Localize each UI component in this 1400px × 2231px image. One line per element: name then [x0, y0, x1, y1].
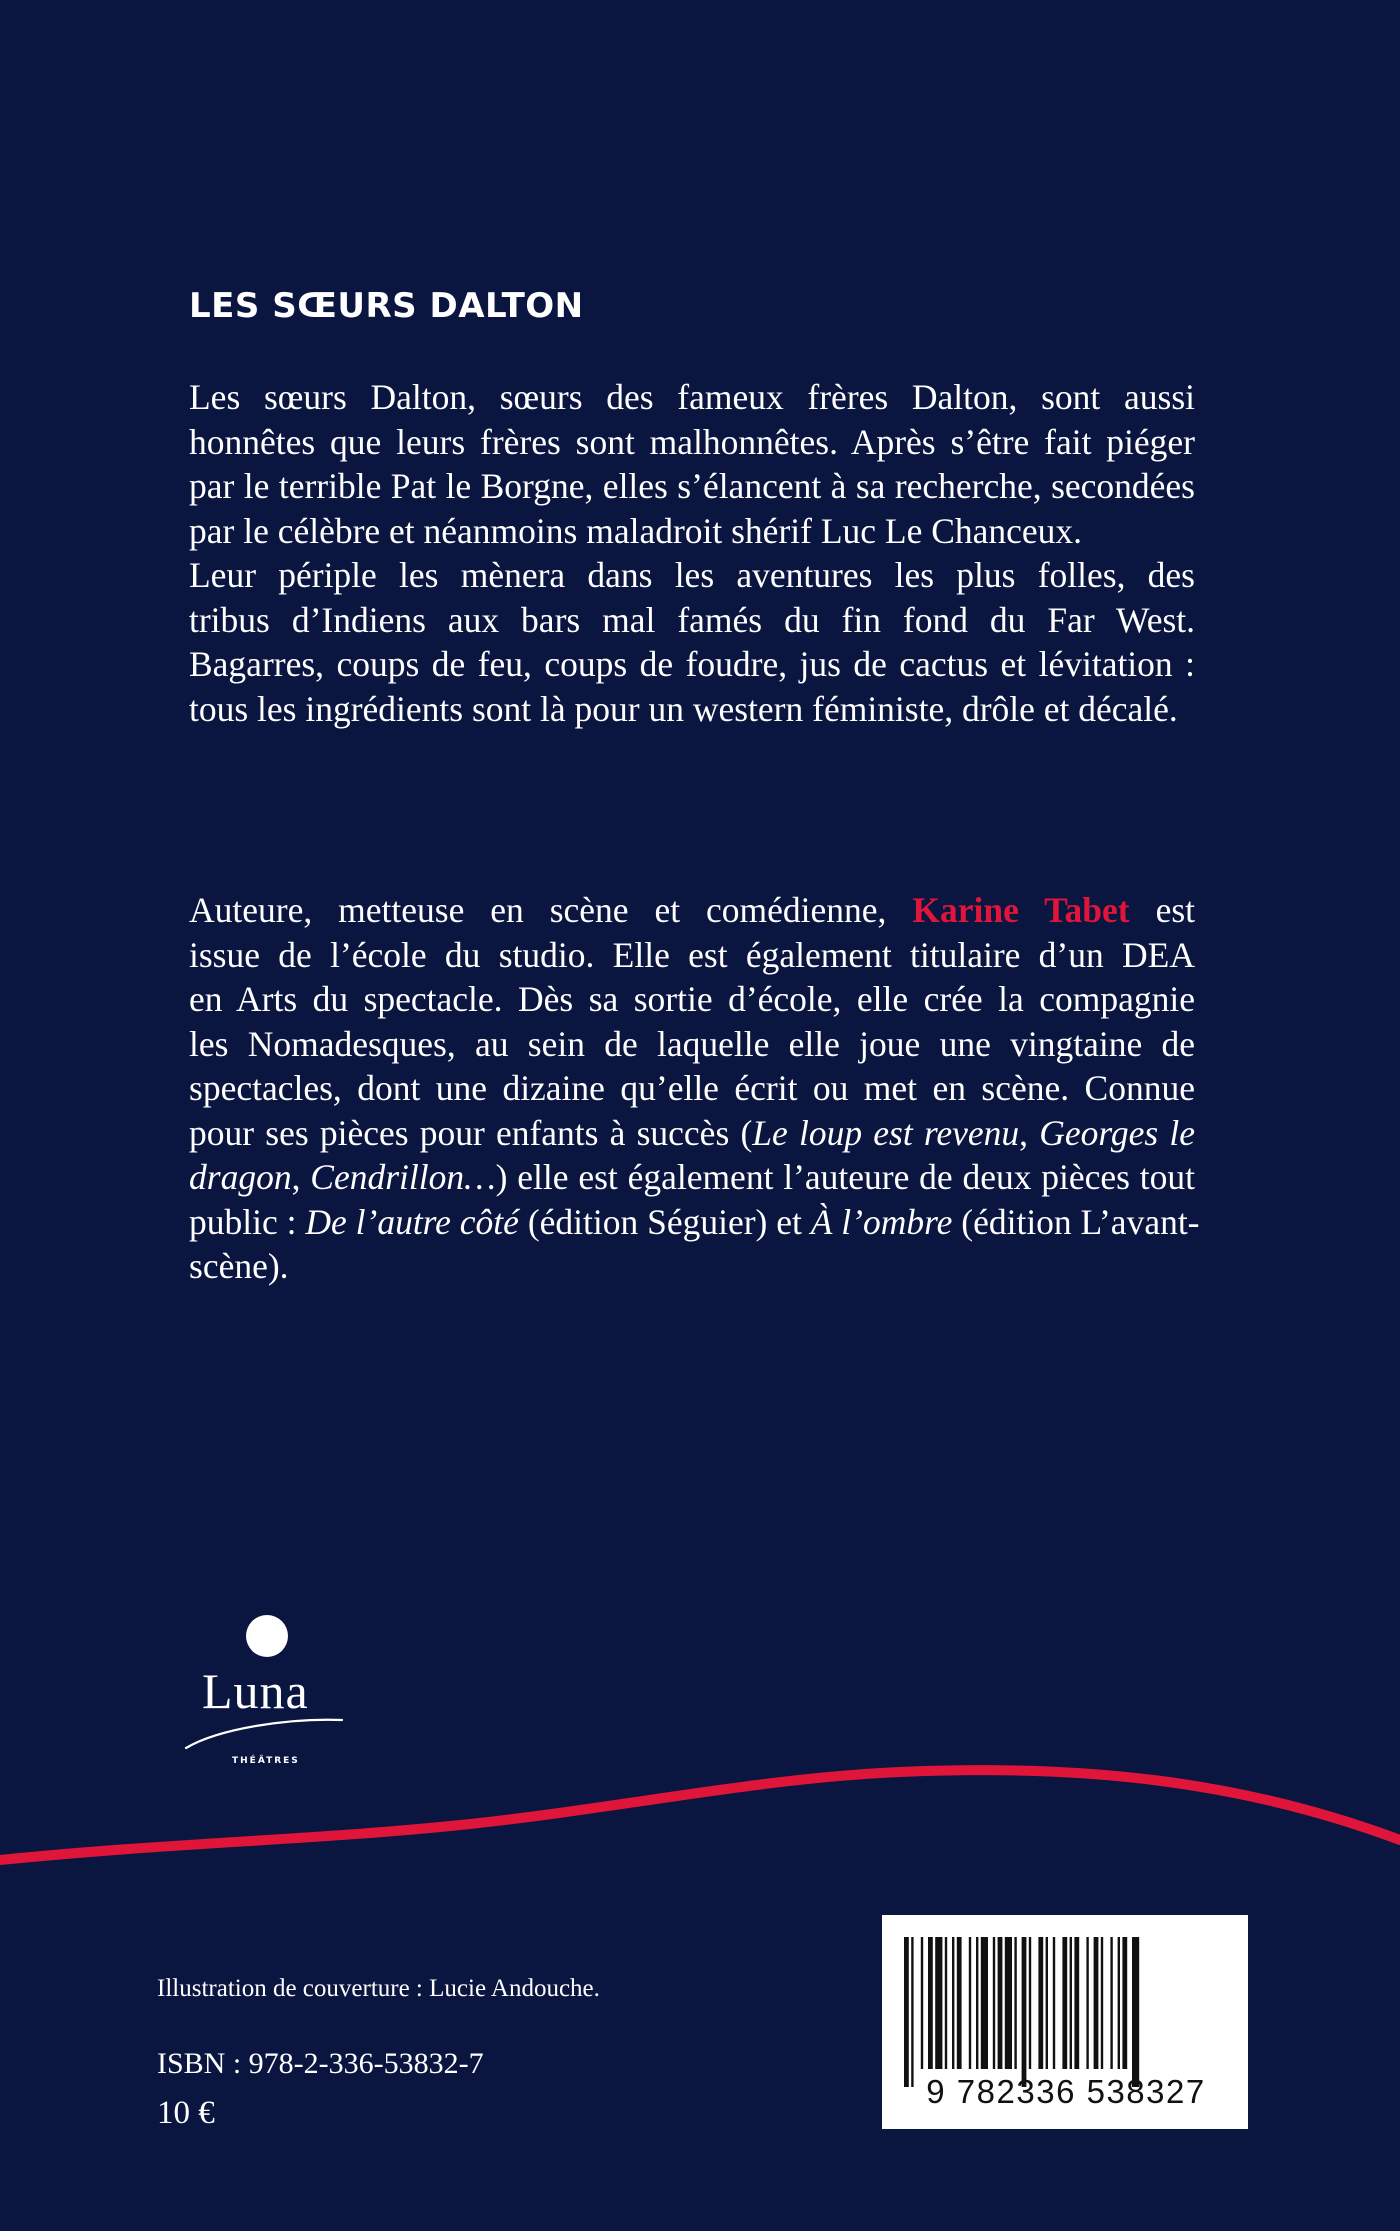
- barcode-bar: [952, 1937, 954, 2069]
- bio-line: spectacles, dont une dizaine qu’elle écrit ou met en scène. Connue: [189, 1068, 1195, 1108]
- bio-line: [189, 888, 1195, 933]
- bio-line: issue de l’école du studio. Elle est également titulaire d’un DEA: [189, 934, 1195, 975]
- barcode-bar: [1122, 1937, 1127, 2069]
- barcode-bar: [1053, 1937, 1055, 2069]
- bio-text: (édition Séguier) et: [527, 1201, 802, 1242]
- work-title: À l’ombre: [810, 1201, 953, 1242]
- synopsis-line: tous les ingrédients sont là pour un western féministe, drôle et décalé.: [189, 688, 1178, 729]
- barcode-bar: [957, 1937, 962, 2069]
- bio-text: est: [1155, 890, 1195, 930]
- barcode-bar: [969, 1937, 971, 2069]
- synopsis-line: honnêtes que leurs frères sont malhonnêtes. Après s’être fait piéger: [189, 421, 1195, 462]
- synopsis-line: Leur périple les mènera dans les aventures les plus folles, des: [189, 555, 1195, 595]
- barcode-bar: [1086, 1937, 1088, 2069]
- bio-text: ,: [291, 1157, 301, 1197]
- barcode-bar: [1029, 1937, 1031, 2069]
- book-title: LES SŒURS DALTON: [189, 286, 584, 326]
- barcode-bar: [921, 1937, 923, 2069]
- work-title: De l’autre côté: [305, 1201, 519, 1242]
- barcode-bar: [1110, 1937, 1112, 2069]
- barcode-bar: [904, 1937, 909, 2087]
- bio-text: (édition L’avant-: [961, 1201, 1200, 1242]
- bio-text: Auteure, metteuse en scène et comédienne,: [189, 890, 887, 930]
- barcode-bar: [1074, 1937, 1079, 2069]
- barcode-bar: [935, 1937, 942, 2069]
- price: 10 €: [157, 2095, 215, 2131]
- barcode-digits: 9 782336 538327: [926, 2073, 1206, 2110]
- barcode-bar: [1038, 1937, 1043, 2069]
- isbn: ISBN : 978-2-336-53832-7: [157, 2047, 484, 2080]
- bio-line: [189, 1200, 1200, 1245]
- bio-line: [189, 1155, 1195, 1200]
- barcode-bar: [1118, 1937, 1120, 2069]
- barcode: [882, 1915, 1248, 2129]
- barcode-bar: [993, 1937, 995, 2069]
- author-name: Karine Tabet: [912, 890, 1130, 930]
- barcode-bar: [1101, 1937, 1103, 2069]
- decorative-wave: [0, 1730, 1400, 1870]
- barcode-bar: [976, 1937, 978, 2069]
- cover-credit: Illustration de couverture : Lucie Andouche.: [157, 1975, 600, 2002]
- barcode-bar: [911, 1937, 913, 2087]
- synopsis-line: par le célèbre et néanmoins maladroit shérif Luc Le Chanceux.: [189, 510, 1083, 551]
- bio-line: en Arts du spectacle. Dès sa sortie d’école, elle crée la compagnie: [189, 979, 1195, 1019]
- bio-line: scène).: [189, 1246, 289, 1286]
- synopsis-line: tribus d’Indiens aux bars mal famés du fin fond du Far West.: [189, 599, 1195, 640]
- synopsis: [189, 375, 1195, 731]
- moon-icon: [246, 1615, 288, 1657]
- synopsis-line: par le terrible Pat le Borgne, elles s’élancent à sa recherche, secondées: [189, 466, 1195, 506]
- bio-text: ) elle est également l’auteure de deux pièces tout: [495, 1157, 1195, 1197]
- author-bio: [189, 888, 1200, 1289]
- work-title: Georges le: [1039, 1112, 1195, 1153]
- bio-line: [189, 1111, 1195, 1156]
- bio-text: pour ses pièces pour enfants à succès (: [189, 1112, 753, 1153]
- barcode-bar: [1070, 1937, 1072, 2069]
- barcode-bar: [1062, 1937, 1067, 2069]
- barcode-bar: [981, 1937, 988, 2069]
- work-title: Cendrillon…: [310, 1157, 496, 1197]
- publisher-subtitle: THÉÂTRES: [232, 1756, 300, 1766]
- publisher-name: Luna: [202, 1663, 309, 1719]
- barcode-bar: [928, 1937, 933, 2069]
- barcode-bar: [998, 1937, 1003, 2069]
- barcode-bar: [945, 1937, 947, 2069]
- barcode-bar: [1132, 1937, 1139, 2087]
- barcode-bar: [1094, 1937, 1099, 2069]
- barcode-bar: [1022, 1937, 1027, 2087]
- bio-line: les Nomadesques, au sein de laquelle elle joue une vingtaine de: [189, 1023, 1195, 1064]
- work-title: Le loup est revenu: [752, 1112, 1020, 1153]
- bio-text: ,: [1019, 1112, 1029, 1153]
- bio-text: public :: [189, 1201, 297, 1242]
- barcode-bar: [1046, 1937, 1048, 2069]
- barcode-bar: [1005, 1937, 1012, 2069]
- work-title: dragon: [189, 1157, 292, 1197]
- barcode-bar: [1014, 1937, 1016, 2069]
- synopsis-line: Bagarres, coups de feu, coups de foudre, jus de cactus et lévitation :: [189, 644, 1195, 684]
- synopsis-line: Les sœurs Dalton, sœurs des fameux frères Dalton, sont aussi: [189, 377, 1195, 417]
